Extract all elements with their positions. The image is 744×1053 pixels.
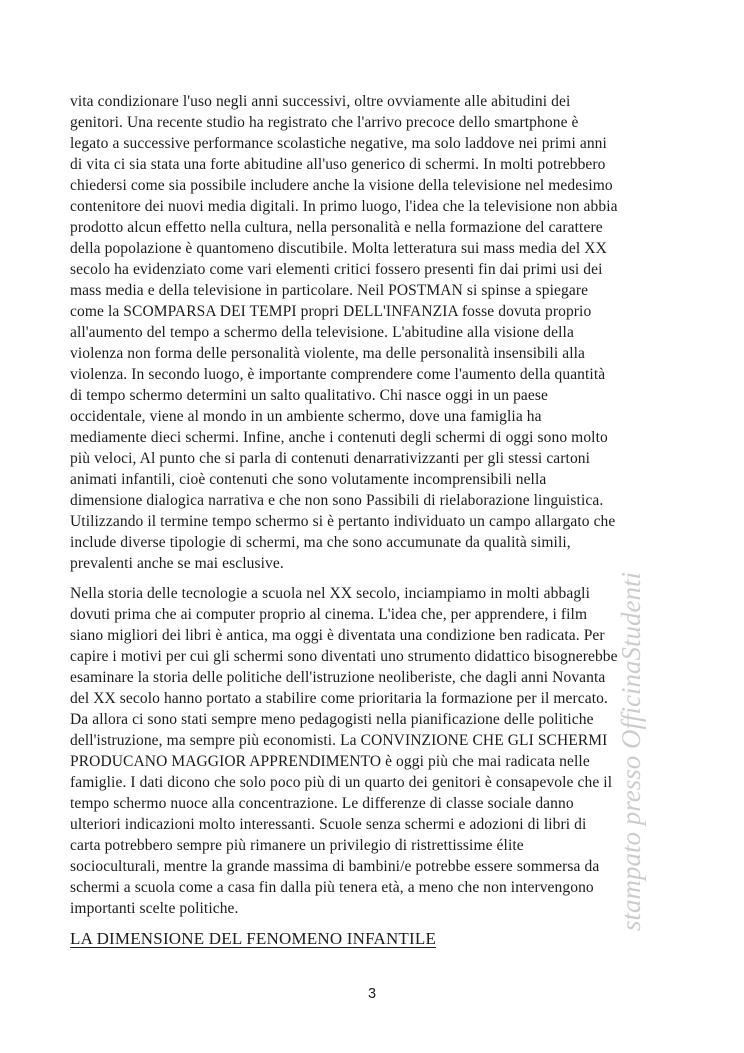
- text-line: vita condizionare l'uso negli anni successivi, oltre ovviamente alle abitudini dei: [70, 93, 571, 110]
- page-number: 3: [367, 986, 377, 1002]
- text-line: legato a successive performance scolastiche negative, ma solo laddove nei primi anni: [70, 135, 607, 152]
- text-line: all'aumento del tempo a schermo della televisione. L'abitudine alla visione della: [70, 324, 574, 341]
- text-line: violenza non forma delle personalità violente, ma delle personalità insensibili alla: [70, 345, 585, 362]
- text-line: mediamente dieci schermi. Infine, anche i contenuti degli schermi di oggi sono molto: [70, 429, 608, 446]
- text-line: esaminare la storia delle politiche dell'istruzione neoliberiste, che dagli anni Novanta: [70, 669, 606, 686]
- text-line: include diverse tipologie di schermi, ma che sono accumunate da qualità simili,: [70, 534, 571, 551]
- text-line: socioculturali, mentre la grande massima di bambini/e potrebbe essere sommersa da: [70, 858, 600, 875]
- text-line: prodotto alcun effetto nella cultura, nella personalità e nella formazione del carattere: [70, 219, 603, 236]
- text-line: carta potrebbero sempre più rimanere un privilegio di ristrettissime élite: [70, 837, 524, 854]
- text-line: come la SCOMPARSA DEI TEMPI propri DELL'INFANZIA fosse dovuta proprio: [70, 303, 592, 320]
- paragraph-screen-time: [70, 91, 692, 574]
- text-line: del XX secolo hanno portato a stabilire come prioritaria la formazione per il mercato.: [70, 690, 608, 707]
- text-line: violenza. In secondo luogo, è importante comprendere come l'aumento della quantità: [70, 366, 606, 383]
- text-line: PRODUCANO MAGGIOR APPRENDIMENTO è oggi più che mai radicata nelle: [70, 753, 590, 770]
- text-line: schermi a scuola come a casa fin dalla più tenera età, a meno che non intervengono: [70, 879, 594, 896]
- text-line: dell'istruzione, ma sempre più economisti. La CONVINZIONE CHE GLI SCHERMI: [70, 732, 608, 749]
- text-line: mass media e della televisione in particolare. Neil POSTMAN si spinse a spiegare: [70, 282, 589, 299]
- section-heading: LA DIMENSIONE DEL FENOMENO INFANTILE: [70, 929, 437, 948]
- text-line: animati infantili, cioè contenuti che sono volutamente incomprensibili nella: [70, 471, 547, 488]
- text-line: tempo schermo nuoce alla concentrazione. Le differenze di classe sociale danno: [70, 795, 574, 812]
- text-line: famiglie. I dati dicono che solo poco più di un quarto dei genitori è consapevole che il: [70, 774, 613, 791]
- text-line: Nella storia delle tecnologie a scuola nel XX secolo, inciampiamo in molti abbagli: [70, 585, 590, 602]
- watermark-text: stampato presso OfficinaStudenti: [616, 572, 646, 931]
- text-line: siano migliori dei libri è antica, ma oggi è diventata una condizione ben radicata. Per: [70, 627, 605, 644]
- text-line: genitori. Una recente studio ha registrato che l'arrivo precoce dello smartphone è: [70, 114, 579, 131]
- text-line: di tempo schermo determini un salto qualitativo. Chi nasce oggi in un paese: [70, 387, 548, 404]
- text-line: secolo ha evidenziato come vari elementi critici fossero presenti fin dai primi usi dei: [70, 261, 603, 278]
- text-line: più veloci, Al punto che si parla di contenuti denarrativizzanti per gli stessi cartoni: [70, 450, 591, 467]
- text-line: capire i motivi per cui gli schermi sono diventati uno strumento didattico bisognerebbe: [70, 648, 618, 665]
- text-line: contenitore dei nuovi media digitali. In primo luogo, l'idea che la televisione non abbia: [70, 198, 618, 215]
- text-line: importanti scelte politiche.: [70, 900, 239, 917]
- text-line: Da allora ci sono stati sempre meno pedagogisti nella pianificazione delle politiche: [70, 711, 594, 728]
- text-line: ulteriori indicazioni molto interessanti. Scuole senza schermi e adozioni di libri di: [70, 816, 587, 833]
- text-line: dimensione dialogica narrativa e che non sono Passibili di rielaborazione linguistica.: [70, 492, 604, 509]
- text-line: della popolazione è quantomeno discutibile. Molta letteratura sui mass media del XX: [70, 240, 607, 257]
- text-line: di vita ci sia stata una forte abitudine all'uso generico di schermi. In molti potrebbero: [70, 156, 606, 173]
- text-line: dovuti prima che ai computer proprio al cinema. L'idea che, per apprendere, i film: [70, 606, 588, 623]
- text-line: prevalenti anche se mai esclusive.: [70, 555, 284, 572]
- text-line: occidentale, viene al mondo in un ambiente schermo, dove una famiglia ha: [70, 408, 542, 425]
- text-line: Utilizzando il termine tempo schermo si è pertanto individuato un campo allargato che: [70, 513, 616, 530]
- body-text: [70, 91, 692, 950]
- text-line: chiedersi come sia possibile includere anche la visione della televisione nel medesimo: [70, 177, 613, 194]
- paragraph-school-technology: [70, 583, 692, 919]
